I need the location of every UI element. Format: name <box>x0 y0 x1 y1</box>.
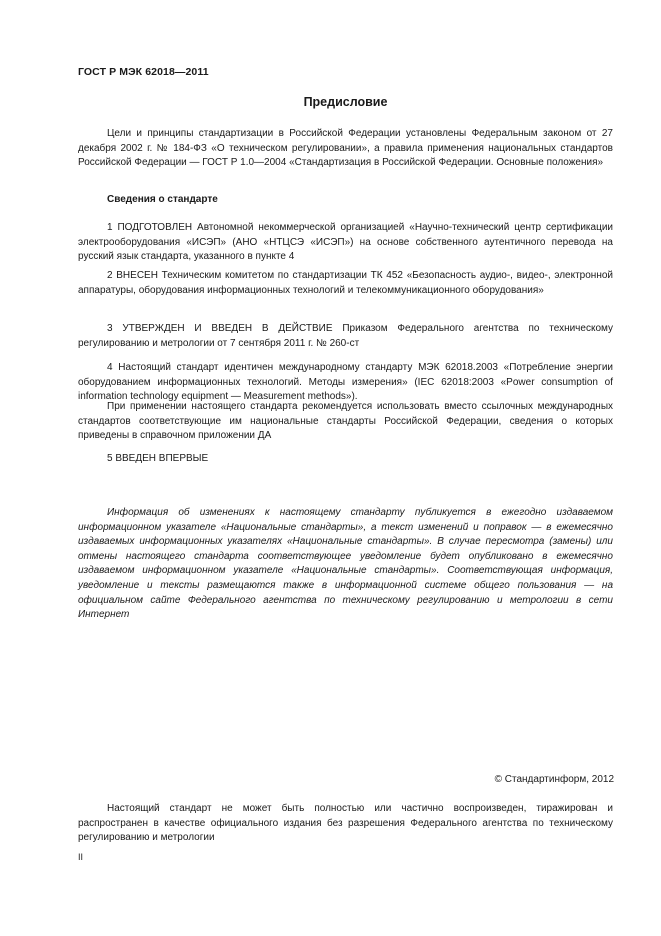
standard-code: ГОСТ Р МЭК 62018—2011 <box>78 66 209 78</box>
info-item-5: 5 ВВЕДЕН ВПЕРВЫЕ <box>107 453 209 464</box>
info-heading: Сведения о стандарте <box>107 194 218 205</box>
foreword-intro: Цели и принципы стандартизации в Российской Федерации установлены Федеральным законом от 27 декабря 2002 г. № 184-ФЗ «О техническом регулировании», а правила применения национальных стандартов Российской Федерации — ГОСТ Р 1.0—2004 «Стандартизация в Российской Федерации. Основные положения» <box>78 128 613 169</box>
info-item-2: 2 ВНЕСЕН Техническим комитетом по стандартизации ТК 452 «Безопасность аудио-, видео-, электронной аппаратуры, оборудования информационных технологий и телекоммуникационного оборудования» <box>78 270 613 296</box>
info-item-4-note: При применении настоящего стандарта рекомендуется использовать вместо ссылочных международных стандартов соответствующие им национальные стандарты Российской Федерации, сведения о которых приведены в справочном приложении ДА <box>78 401 613 442</box>
reproduction-notice: Настоящий стандарт не может быть полностью или частично воспроизведен, тиражирован и распространен в качестве официального издания без разрешения Федерального агентства по техническому регулированию и метрологии <box>78 803 613 844</box>
page-number: II <box>78 852 84 862</box>
info-item-4: 4 Настоящий стандарт идентичен международному стандарту МЭК 62018.2003 «Потребление энергии оборудованием информационных технологий. Методы измерения» (IEC 62018:2003 «Power consumption of information technology equipment — Measurement methods»). <box>78 362 613 403</box>
info-item-3: 3 УТВЕРЖДЕН И ВВЕДЕН В ДЕЙСТВИЕ Приказом Федерального агентства по техническому регулированию и метрологии от 7 сентября 2011 г. № 260-ст <box>78 323 613 349</box>
info-item-1: 1 ПОДГОТОВЛЕН Автономной некоммерческой организацией «Научно-технический центр сертификации электрооборудования «ИСЭП» (АНО «НТЦСЭ «ИСЭП») на основе собственного аутентичного перевода на русский язык стандарта, указанного в пункте 4 <box>78 222 613 263</box>
page-title: Предисловие <box>303 95 388 109</box>
copyright: © Стандартинформ, 2012 <box>494 774 614 785</box>
changes-notice: Информация об изменениях к настоящему стандарту публикуется в ежегодно издаваемом информационном указателе «Национальные стандарты», а текст изменений и поправок — в ежемесячно издаваемых информационных указателях «Национальные стандарты». В случае пересмотра (замены) или отмены настоящего стандарта соответствующее уведомление будет опубликовано в ежемесячно издаваемом информационном указателе «Национальные стандарты». Соответствующая информация, уведомление и тексты размещаются также в информационной системе общего пользования — на официальном сайте Федерального агентства по техническому регулированию и метрологии в сети Интернет <box>78 507 613 621</box>
